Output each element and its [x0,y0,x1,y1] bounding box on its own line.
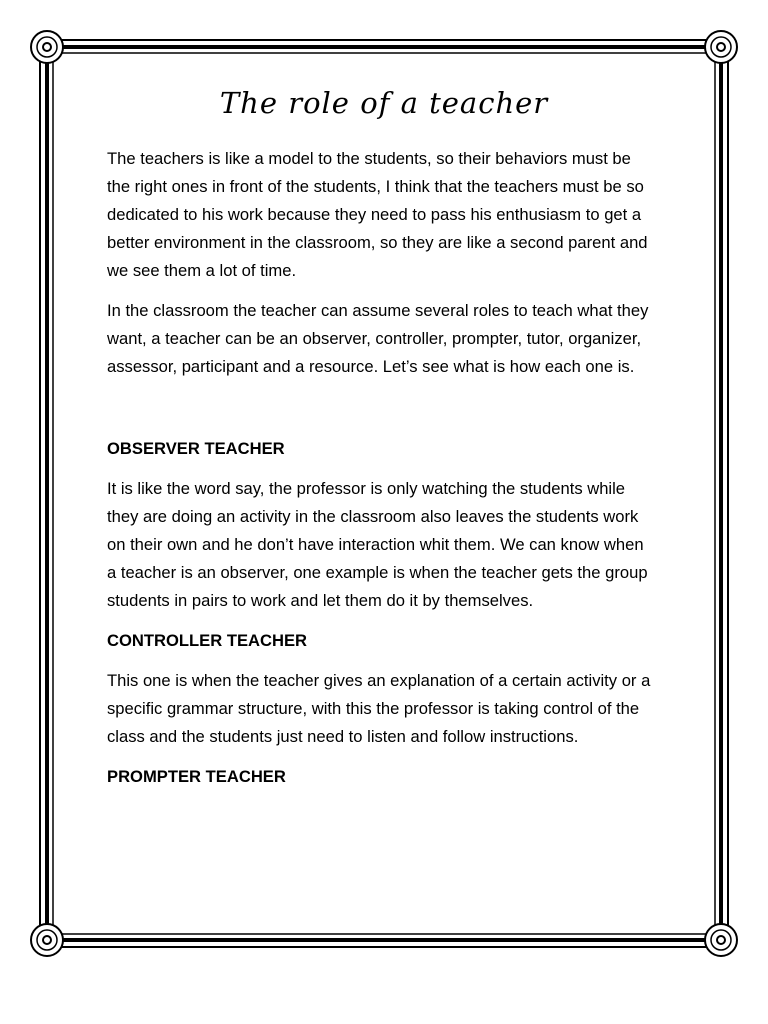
page-title: The role of a teacher [219,86,549,120]
corner-ornament-top-left [31,31,63,63]
corner-ornament-bottom-right [705,924,737,956]
section-body-observer: It is like the word say, the professor is only watching the students while they are doing an activity in the classroom also leaves the students work on their own and he don’t have interaction whit them. We can know when a teacher is an observer, one example is when the teacher gets the group students in pairs to work and let them do it by themselves. [107,479,648,610]
intro-paragraph-2: In the classroom the teacher can assume several roles to teach what they want, a teacher can be an observer, controller, prompter, tutor, organizer, assessor, participant and a resource. Let’s see what is how each one is. [107,301,649,376]
corner-ornament-top-right [705,31,737,63]
section-body-controller: This one is when the teacher gives an explanation of a certain activity or a specific grammar structure, with this the professor is taking control of the class and the students just need to listen and follow instructions. [107,671,651,746]
section-heading-prompter: PROMPTER TEACHER [107,767,286,786]
section-heading-observer: OBSERVER TEACHER [107,439,285,458]
document-body [107,145,652,791]
section-heading-controller: CONTROLLER TEACHER [107,631,308,650]
intro-paragraph-1: The teachers is like a model to the students, so their behaviors must be the right ones in front of the students, I think that the teachers must be so dedicated to his work because they need to pass his enthusiasm to get a better environment in the classroom, so they are like a second parent and we see them a lot of time. [107,149,648,280]
corner-ornament-bottom-left [31,924,63,956]
